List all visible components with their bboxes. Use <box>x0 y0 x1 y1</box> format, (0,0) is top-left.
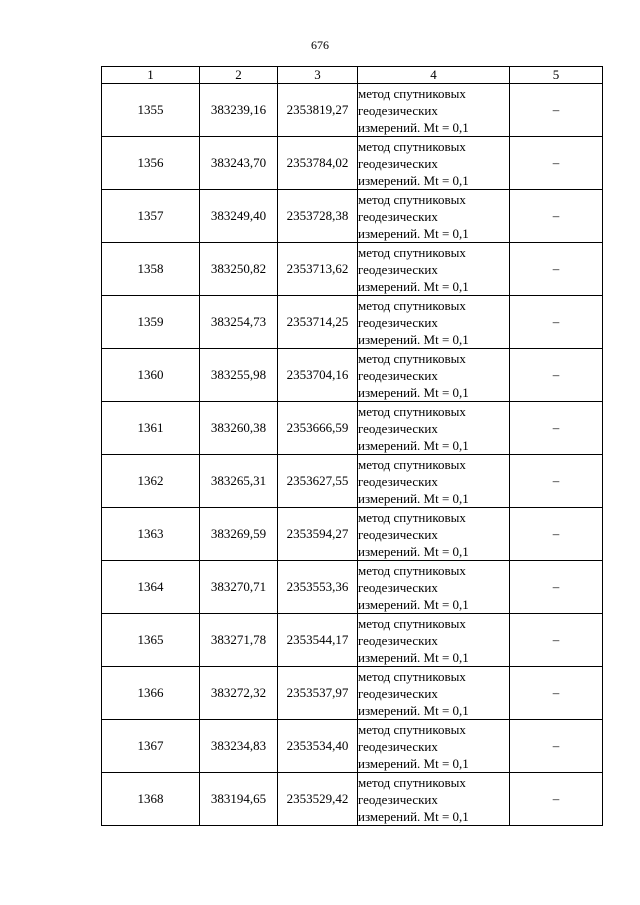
method-text-line2: геодезических <box>358 685 438 701</box>
point-number-cell: 1365 <box>102 614 200 667</box>
method-text-line1: метод спутниковых <box>358 562 466 578</box>
method-text-line2: геодезических <box>358 738 438 754</box>
method-text-line1: метод спутниковых <box>358 85 466 101</box>
table-body <box>102 84 603 826</box>
header-col-1: 1 <box>102 67 200 84</box>
header-col-3: 3 <box>278 67 358 84</box>
y-coordinate-cell: 2353553,36 <box>278 561 358 614</box>
table-row <box>102 243 603 296</box>
x-coordinate-cell: 383243,70 <box>200 137 278 190</box>
x-coordinate-cell: 383234,83 <box>200 720 278 773</box>
table-header <box>102 67 603 84</box>
method-text-line3: измерений. Mt = 0,1 <box>358 490 469 506</box>
method-text-line3: измерений. Mt = 0,1 <box>358 119 469 135</box>
x-coordinate-cell: 383272,32 <box>200 667 278 720</box>
table-row <box>102 614 603 667</box>
note-cell: – <box>510 667 603 720</box>
method-text-line2: геодезических <box>358 367 438 383</box>
point-number-cell: 1363 <box>102 508 200 561</box>
note-cell: – <box>510 773 603 826</box>
method-text-line3: измерений. Mt = 0,1 <box>358 172 469 188</box>
method-cell <box>358 137 510 190</box>
method-text-line2: геодезических <box>358 314 438 330</box>
method-text-line2: геодезических <box>358 579 438 595</box>
point-number-cell: 1364 <box>102 561 200 614</box>
point-number-cell: 1356 <box>102 137 200 190</box>
y-coordinate-cell: 2353728,38 <box>278 190 358 243</box>
method-text-line1: метод спутниковых <box>358 615 466 631</box>
method-text-line3: измерений. Mt = 0,1 <box>358 543 469 559</box>
x-coordinate-cell: 383270,71 <box>200 561 278 614</box>
y-coordinate-cell: 2353819,27 <box>278 84 358 137</box>
coordinates-table <box>101 66 603 826</box>
method-text-line2: геодезических <box>358 473 438 489</box>
x-coordinate-cell: 383269,59 <box>200 508 278 561</box>
method-text-line3: измерений. Mt = 0,1 <box>358 437 469 453</box>
note-cell: – <box>510 402 603 455</box>
header-row <box>102 67 603 84</box>
note-cell: – <box>510 508 603 561</box>
x-coordinate-cell: 383250,82 <box>200 243 278 296</box>
x-coordinate-cell: 383194,65 <box>200 773 278 826</box>
x-coordinate-cell: 383265,31 <box>200 455 278 508</box>
method-text-line1: метод спутниковых <box>358 191 466 207</box>
method-text-line2: геодезических <box>358 261 438 277</box>
x-coordinate-cell: 383249,40 <box>200 190 278 243</box>
header-col-2: 2 <box>200 67 278 84</box>
x-coordinate-cell: 383254,73 <box>200 296 278 349</box>
table-row <box>102 190 603 243</box>
table-row <box>102 296 603 349</box>
method-text-line2: геодезических <box>358 155 438 171</box>
note-cell: – <box>510 561 603 614</box>
x-coordinate-cell: 383239,16 <box>200 84 278 137</box>
method-text-line1: метод спутниковых <box>358 403 466 419</box>
point-number-cell: 1357 <box>102 190 200 243</box>
method-cell <box>358 243 510 296</box>
point-number-cell: 1359 <box>102 296 200 349</box>
note-cell: – <box>510 137 603 190</box>
y-coordinate-cell: 2353544,17 <box>278 614 358 667</box>
table-row <box>102 773 603 826</box>
point-number-cell: 1362 <box>102 455 200 508</box>
method-cell <box>358 455 510 508</box>
method-cell <box>358 561 510 614</box>
method-text-line1: метод спутниковых <box>358 509 466 525</box>
y-coordinate-cell: 2353666,59 <box>278 402 358 455</box>
y-coordinate-cell: 2353714,25 <box>278 296 358 349</box>
table-row <box>102 349 603 402</box>
header-col-4: 4 <box>358 67 510 84</box>
x-coordinate-cell: 383260,38 <box>200 402 278 455</box>
point-number-cell: 1367 <box>102 720 200 773</box>
method-text-line1: метод спутниковых <box>358 668 466 684</box>
note-cell: – <box>510 84 603 137</box>
method-text-line1: метод спутниковых <box>358 297 466 313</box>
method-text-line3: измерений. Mt = 0,1 <box>358 384 469 400</box>
table-row <box>102 508 603 561</box>
point-number-cell: 1360 <box>102 349 200 402</box>
table-row <box>102 667 603 720</box>
point-number-cell: 1355 <box>102 84 200 137</box>
method-text-line1: метод спутниковых <box>358 244 466 260</box>
method-text-line3: измерений. Mt = 0,1 <box>358 596 469 612</box>
table-row <box>102 84 603 137</box>
point-number-cell: 1358 <box>102 243 200 296</box>
table-row <box>102 561 603 614</box>
method-text-line1: метод спутниковых <box>358 721 466 737</box>
method-cell <box>358 296 510 349</box>
point-number-cell: 1366 <box>102 667 200 720</box>
y-coordinate-cell: 2353627,55 <box>278 455 358 508</box>
method-cell <box>358 402 510 455</box>
method-text-line1: метод спутниковых <box>358 774 466 790</box>
method-text-line2: геодезических <box>358 791 438 807</box>
method-cell <box>358 508 510 561</box>
table-row <box>102 137 603 190</box>
y-coordinate-cell: 2353594,27 <box>278 508 358 561</box>
method-text-line3: измерений. Mt = 0,1 <box>358 331 469 347</box>
point-number-cell: 1368 <box>102 773 200 826</box>
method-cell <box>358 349 510 402</box>
y-coordinate-cell: 2353537,97 <box>278 667 358 720</box>
x-coordinate-cell: 383255,98 <box>200 349 278 402</box>
method-text-line1: метод спутниковых <box>358 456 466 472</box>
method-text-line3: измерений. Mt = 0,1 <box>358 755 469 771</box>
y-coordinate-cell: 2353784,02 <box>278 137 358 190</box>
note-cell: – <box>510 190 603 243</box>
method-text-line3: измерений. Mt = 0,1 <box>358 278 469 294</box>
method-text-line1: метод спутниковых <box>358 350 466 366</box>
method-cell <box>358 667 510 720</box>
method-text-line3: измерений. Mt = 0,1 <box>358 649 469 665</box>
method-cell <box>358 614 510 667</box>
method-cell <box>358 773 510 826</box>
method-text-line2: геодезических <box>358 420 438 436</box>
method-text-line2: геодезических <box>358 208 438 224</box>
y-coordinate-cell: 2353534,40 <box>278 720 358 773</box>
method-text-line3: измерений. Mt = 0,1 <box>358 702 469 718</box>
page-number: 676 <box>311 38 329 52</box>
x-coordinate-cell: 383271,78 <box>200 614 278 667</box>
method-cell <box>358 84 510 137</box>
method-cell <box>358 190 510 243</box>
note-cell: – <box>510 720 603 773</box>
method-text-line2: геодезических <box>358 526 438 542</box>
note-cell: – <box>510 614 603 667</box>
y-coordinate-cell: 2353529,42 <box>278 773 358 826</box>
header-col-5: 5 <box>510 67 603 84</box>
note-cell: – <box>510 243 603 296</box>
point-number-cell: 1361 <box>102 402 200 455</box>
note-cell: – <box>510 349 603 402</box>
table-row <box>102 720 603 773</box>
method-text-line2: геодезических <box>358 632 438 648</box>
y-coordinate-cell: 2353704,16 <box>278 349 358 402</box>
method-text-line3: измерений. Mt = 0,1 <box>358 225 469 241</box>
y-coordinate-cell: 2353713,62 <box>278 243 358 296</box>
table-row <box>102 402 603 455</box>
note-cell: – <box>510 296 603 349</box>
method-text-line2: геодезических <box>358 102 438 118</box>
note-cell: – <box>510 455 603 508</box>
table-row <box>102 455 603 508</box>
method-text-line1: метод спутниковых <box>358 138 466 154</box>
method-cell <box>358 720 510 773</box>
method-text-line3: измерений. Mt = 0,1 <box>358 808 469 824</box>
